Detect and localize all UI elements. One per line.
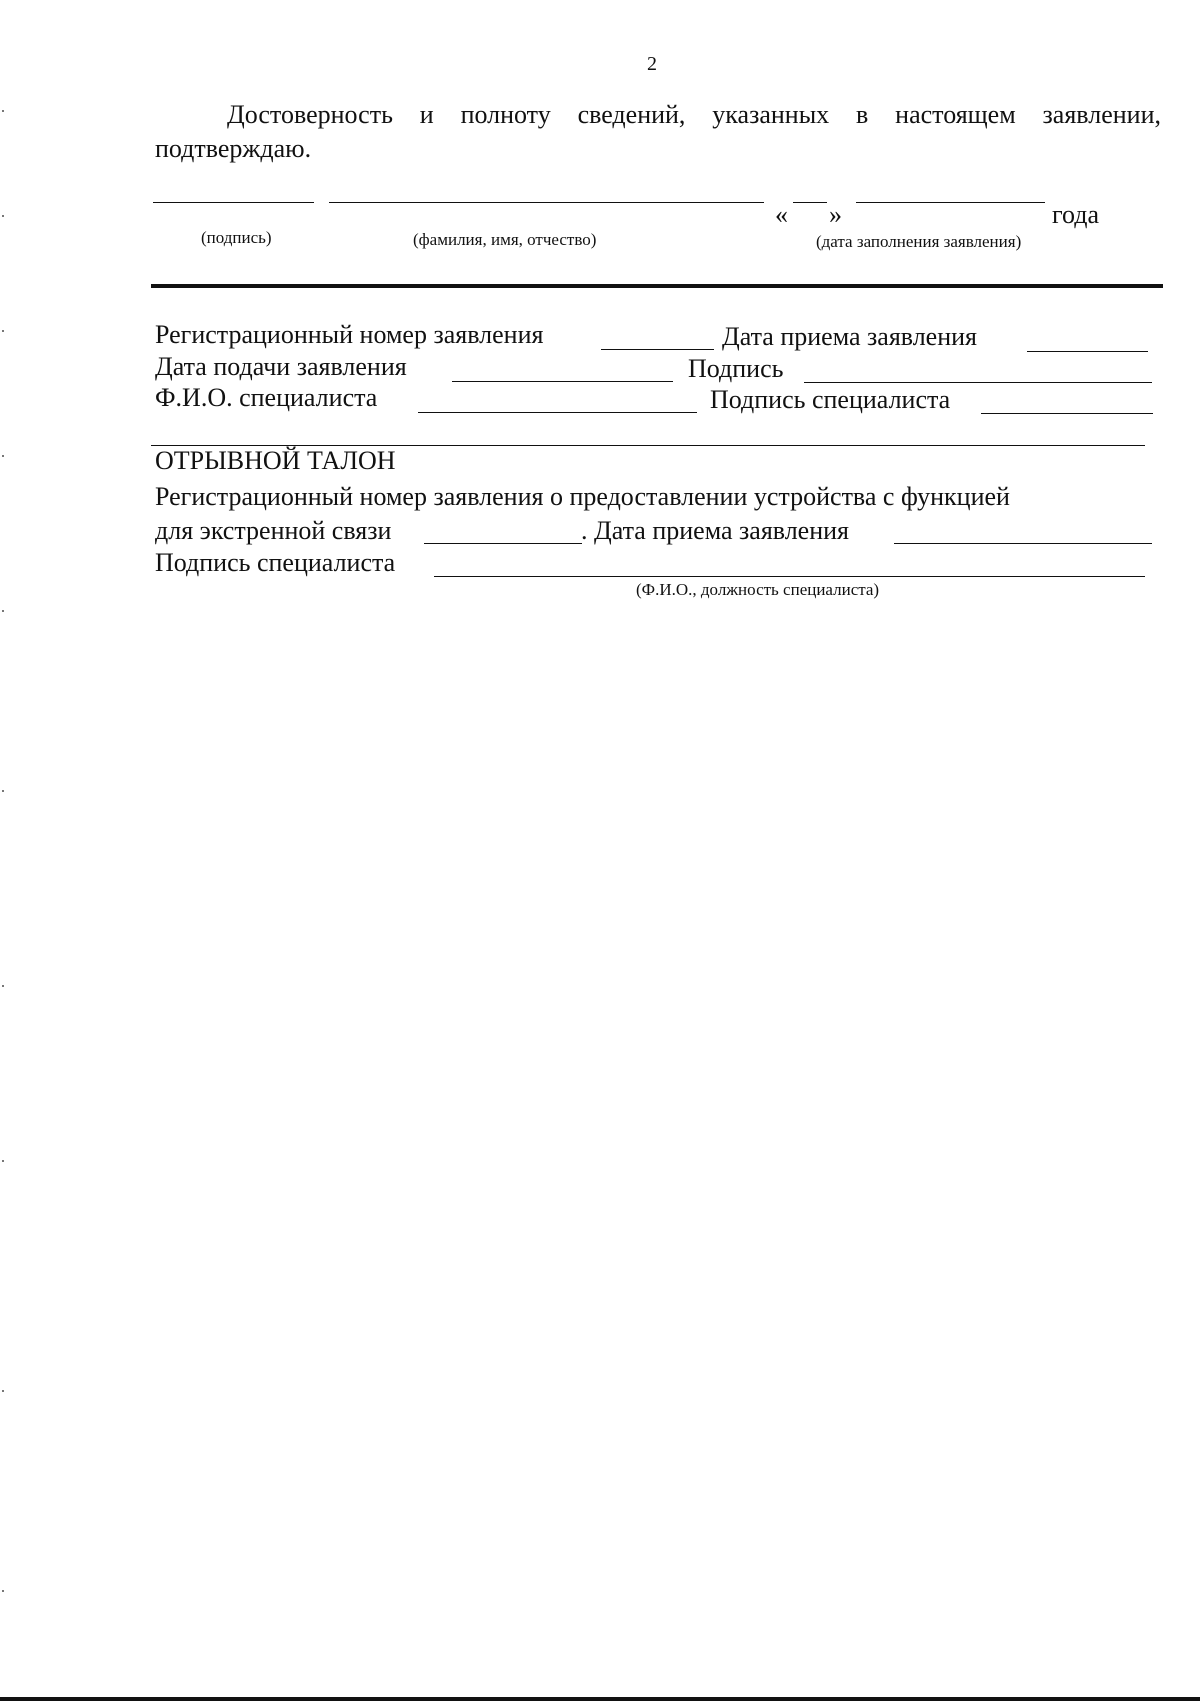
scan-artifact-dot [2,330,4,332]
scan-artifact-dot [2,1590,4,1592]
fill-date-caption: (дата заполнения заявления) [816,232,1022,251]
specialist-signature-label: Подпись специалиста [710,385,951,414]
reg-number-label: Регистрационный номер заявления [155,320,544,349]
specialist-name-field[interactable] [418,412,697,413]
certification-line-2: подтверждаю. [155,134,312,163]
tear-off-line-2-prefix: для экстренной связи [155,516,392,545]
receipt-date-field[interactable] [1027,351,1148,352]
section-divider [151,284,1163,288]
specialist-caption: (Ф.И.О., должность специалиста) [636,580,880,599]
receipt-date-label: Дата приема заявления [722,322,978,351]
submission-date-field[interactable] [452,381,673,382]
page-number: 2 [647,53,657,75]
signature-caption: (подпись) [201,228,272,247]
signature-field[interactable] [153,202,314,203]
specialist-name-label: Ф.И.О. специалиста [155,383,378,412]
scan-artifact-dot [2,985,4,987]
tear-off-line-1: Регистрационный номер заявления о предоставлении устройства с функцией [155,482,1010,511]
tear-off-receipt-date-field[interactable] [894,543,1152,544]
full-name-field[interactable] [329,202,764,203]
reg-number-field[interactable] [601,349,714,350]
scan-artifact-dot [2,1160,4,1162]
scan-bottom-edge [0,1697,1200,1701]
date-quote-open: « [775,200,788,229]
scan-artifact-dot [2,610,4,612]
scan-artifact-dot [2,110,4,112]
certification-line-1: Достоверность и полноту сведений, указанных в настоящем заявлении, [227,100,1161,129]
tear-off-receipt-date-label: . Дата приема заявления [581,516,850,545]
month-field[interactable] [856,202,1045,203]
signature-label: Подпись [688,354,784,383]
scan-artifact-dot [2,1390,4,1392]
tear-off-signature-label: Подпись специалиста [155,548,396,577]
specialist-signature-field[interactable] [981,413,1153,414]
day-field[interactable] [793,202,827,203]
scan-artifact-dot [2,455,4,457]
date-quote-close: » [829,200,842,229]
tear-off-reg-number-field[interactable] [424,543,582,544]
full-name-caption: (фамилия, имя, отчество) [413,230,597,249]
tear-off-title: ОТРЫВНОЙ ТАЛОН [155,446,396,475]
tear-off-signature-field[interactable] [434,576,1145,577]
registration-signature-field[interactable] [804,382,1152,383]
scan-artifact-dot [2,215,4,217]
scan-artifact-dot [2,790,4,792]
submission-date-label: Дата подачи заявления [155,352,407,381]
year-word: года [1052,200,1100,229]
